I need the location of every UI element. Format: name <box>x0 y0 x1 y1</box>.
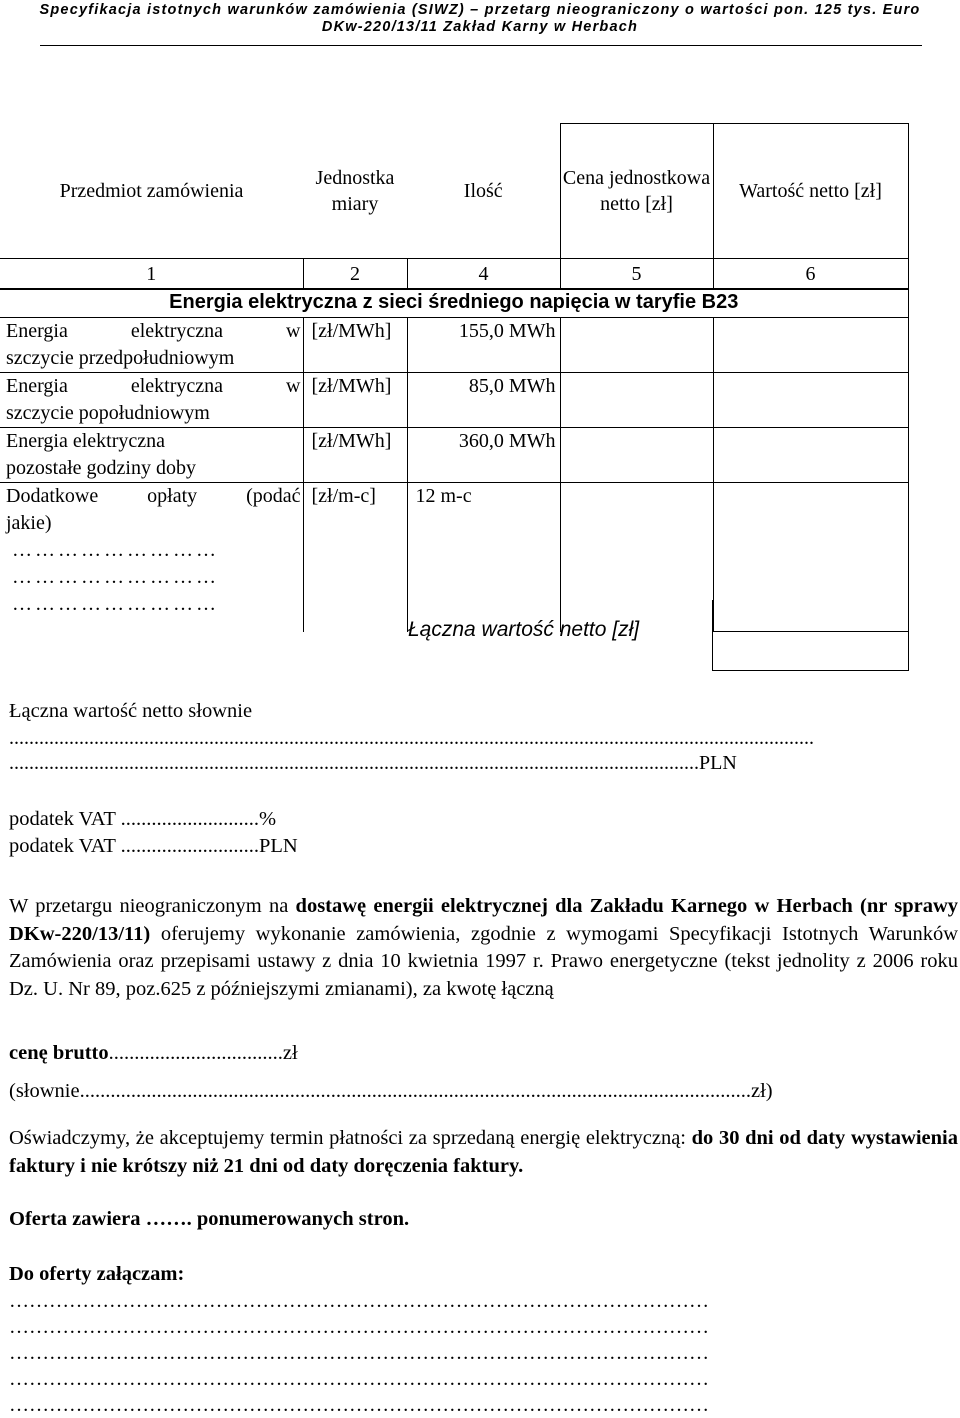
document-header-title: Specyfikacja istotnych warunków zamówienia (SIWZ) – przetarg nieograniczony o wartości pon. 125 tys. Euro <box>39 2 921 18</box>
table-row-value[interactable] <box>713 318 908 373</box>
table-row-unit: [zł/MWh] <box>303 373 407 428</box>
header-subject: Przedmiot zamówienia <box>59 179 244 202</box>
attachment-line[interactable]: …………………………………………………………………………………………… <box>9 1394 709 1416</box>
attachment-line[interactable]: …………………………………………………………………………………………… <box>9 1368 709 1390</box>
table-row-desc: Dodatkowe opłaty (podać jakie) ……………………… ……………………… ……………………… <box>0 483 303 632</box>
header-unit-price <box>560 124 713 259</box>
table-row-qty: 360,0 MWh <box>407 428 560 483</box>
total-words-dots[interactable]: ................................................................................................................................................................. <box>9 727 814 749</box>
offer-pages[interactable]: Oferta zawiera ……. ponumerowanych stron. <box>9 1208 410 1230</box>
table-row-value[interactable] <box>713 428 908 483</box>
header-net-value-text: Wartość netto [zł] <box>739 180 882 202</box>
table-row-unit: [zł/MWh] <box>303 428 407 483</box>
col-number-2: 2 <box>303 259 407 290</box>
col-number-5: 5 <box>560 259 713 290</box>
table-row-qty: 85,0 MWh <box>407 373 560 428</box>
offer-paragraph: W przetargu nieograniczonym na dostawę energii elektrycznej dla Zakładu Karnego w Herbach (nr sprawy DKw-220/13/11) oferujemy wykonanie zamówienia, zgodnie z wymogami Specyfikacji Istotnych Warunków Zamówienia oraz przepisami ustawy z dnia 10 kwietnia 1997 r. Prawo energetyczne (tekst jednolity z 2006 roku Dz. U. Nr 89, poz.625 z późniejszymi zmianami), za kwotę łączną <box>9 895 959 1000</box>
section-title: Energia elektryczna z sieci średniego napięcia w taryfie B23 <box>0 289 908 318</box>
table-row-price[interactable] <box>560 428 713 483</box>
document-header-case: DKw-220/13/11 Zakład Karny w Herbach <box>321 19 639 35</box>
attachment-line[interactable]: …………………………………………………………………………………………… <box>9 1342 709 1364</box>
table-row-price[interactable] <box>560 483 713 632</box>
header-unit: Jednostka miary <box>315 166 395 215</box>
table-row-desc: Energia elektryczna w szczycie popołudniowym <box>0 373 303 428</box>
table-row-price[interactable] <box>560 373 713 428</box>
table-row-unit: [zł/MWh] <box>303 318 407 373</box>
gross-price[interactable]: cenę brutto..................................zł <box>9 1042 298 1064</box>
table-row-desc: Energia elektryczna pozostałe godziny doby <box>0 428 303 483</box>
order-table-header <box>0 123 909 290</box>
blank-line: ……………………… <box>12 566 219 588</box>
col-number-4: 4 <box>407 259 560 290</box>
header-quantity: Ilość <box>463 179 503 202</box>
table-row-unit: [zł/m-c] <box>303 483 407 632</box>
header-divider <box>40 45 922 46</box>
blank-line: ……………………… <box>12 593 219 615</box>
table-row-qty: 12 m-c <box>407 483 560 632</box>
attachment-line[interactable]: …………………………………………………………………………………………… <box>9 1316 709 1338</box>
col-number-1: 1 <box>0 259 303 290</box>
payment-terms-paragraph: Oświadczymy, że akceptujemy termin płatności za sprzedaną energię elektryczną: do 30 dni od daty wystawienia faktury i nie krótszy niż 21 dni od daty doręczenia faktury. <box>9 1127 958 1177</box>
vat-percent[interactable]: podatek VAT ...........................% <box>9 808 277 830</box>
blank-line: ……………………… <box>12 539 219 561</box>
attachments-label: Do oferty załączam: <box>9 1263 185 1285</box>
total-net-label: Łączna wartość netto [zł] <box>408 618 640 641</box>
table-row-qty: 155,0 MWh <box>407 318 560 373</box>
header-net-value <box>713 124 908 259</box>
table-row-price[interactable] <box>560 318 713 373</box>
table-row-desc: Energia elektryczna w szczycie przedpołudniowym <box>0 318 303 373</box>
attachment-line[interactable]: …………………………………………………………………………………………… <box>9 1290 709 1312</box>
vat-pln[interactable]: podatek VAT ...........................PLN <box>9 835 298 857</box>
gross-price-words[interactable]: (słownie...................................................................................................................................zł) <box>9 1080 773 1102</box>
header-unit-price-text: Cena jednostkowa netto [zł] <box>562 167 711 215</box>
total-words-pln[interactable]: ..........................................................................................................................................PLN <box>9 752 737 774</box>
col-number-6: 6 <box>713 259 908 290</box>
total-words-label: Łączna wartość netto słownie <box>9 700 253 722</box>
total-net-value-box[interactable] <box>712 600 909 671</box>
order-table-body <box>0 288 909 632</box>
table-row-value[interactable] <box>713 373 908 428</box>
